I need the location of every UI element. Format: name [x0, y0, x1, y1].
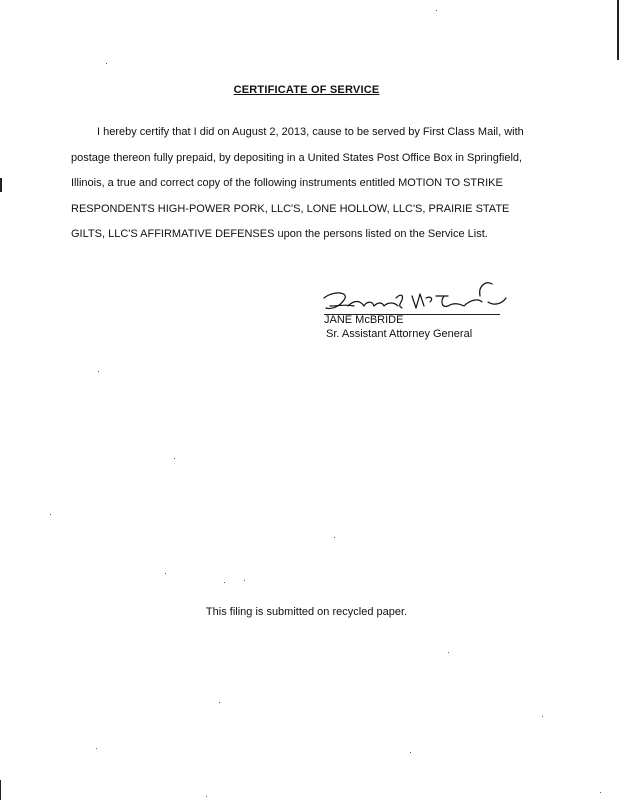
scan-speck — [98, 371, 99, 372]
scan-speck — [96, 748, 97, 749]
scan-speck — [219, 702, 220, 703]
signer-title: Sr. Assistant Attorney General — [326, 328, 473, 340]
scan-edge-mark — [0, 178, 2, 192]
scan-speck — [106, 63, 107, 64]
scan-speck — [436, 10, 437, 11]
scan-speck — [542, 716, 543, 717]
body-line: postage thereon fully prepaid, by depositing in a United States Post Office Box in Springfield, — [71, 151, 523, 164]
body-line: GILTS, LLC'S AFFIRMATIVE DEFENSES upon the persons listed on the Service List. — [71, 228, 488, 241]
scan-edge-mark — [0, 780, 1, 800]
signer-name: JANE McBRIDE — [324, 314, 404, 326]
scan-speck — [244, 580, 245, 581]
scan-speck — [174, 458, 175, 459]
scan-speck — [50, 514, 51, 515]
document-title: CERTIFICATE OF SERVICE — [233, 84, 380, 96]
scan-speck — [165, 573, 166, 574]
scan-speck — [334, 537, 335, 538]
scan-speck — [206, 796, 207, 797]
recycled-paper-note: This filing is submitted on recycled paper. — [205, 606, 408, 618]
body-line: I hereby certify that I did on August 2, 2013, cause to be served by First Class Mail, with — [97, 126, 524, 138]
body-line: RESPONDENTS HIGH-POWER PORK, LLC'S, LONE HOLLOW, LLC'S, PRAIRIE STATE — [71, 202, 510, 215]
scan-speck — [224, 582, 225, 583]
body-line: Illinois, a true and correct copy of the following instruments entitled MOTION TO STRIKE — [71, 177, 503, 190]
scan-speck — [448, 652, 449, 653]
scan-speck — [600, 792, 601, 793]
scan-speck — [410, 752, 411, 753]
certificate-body — [71, 120, 549, 248]
scan-edge-mark — [617, 0, 619, 60]
